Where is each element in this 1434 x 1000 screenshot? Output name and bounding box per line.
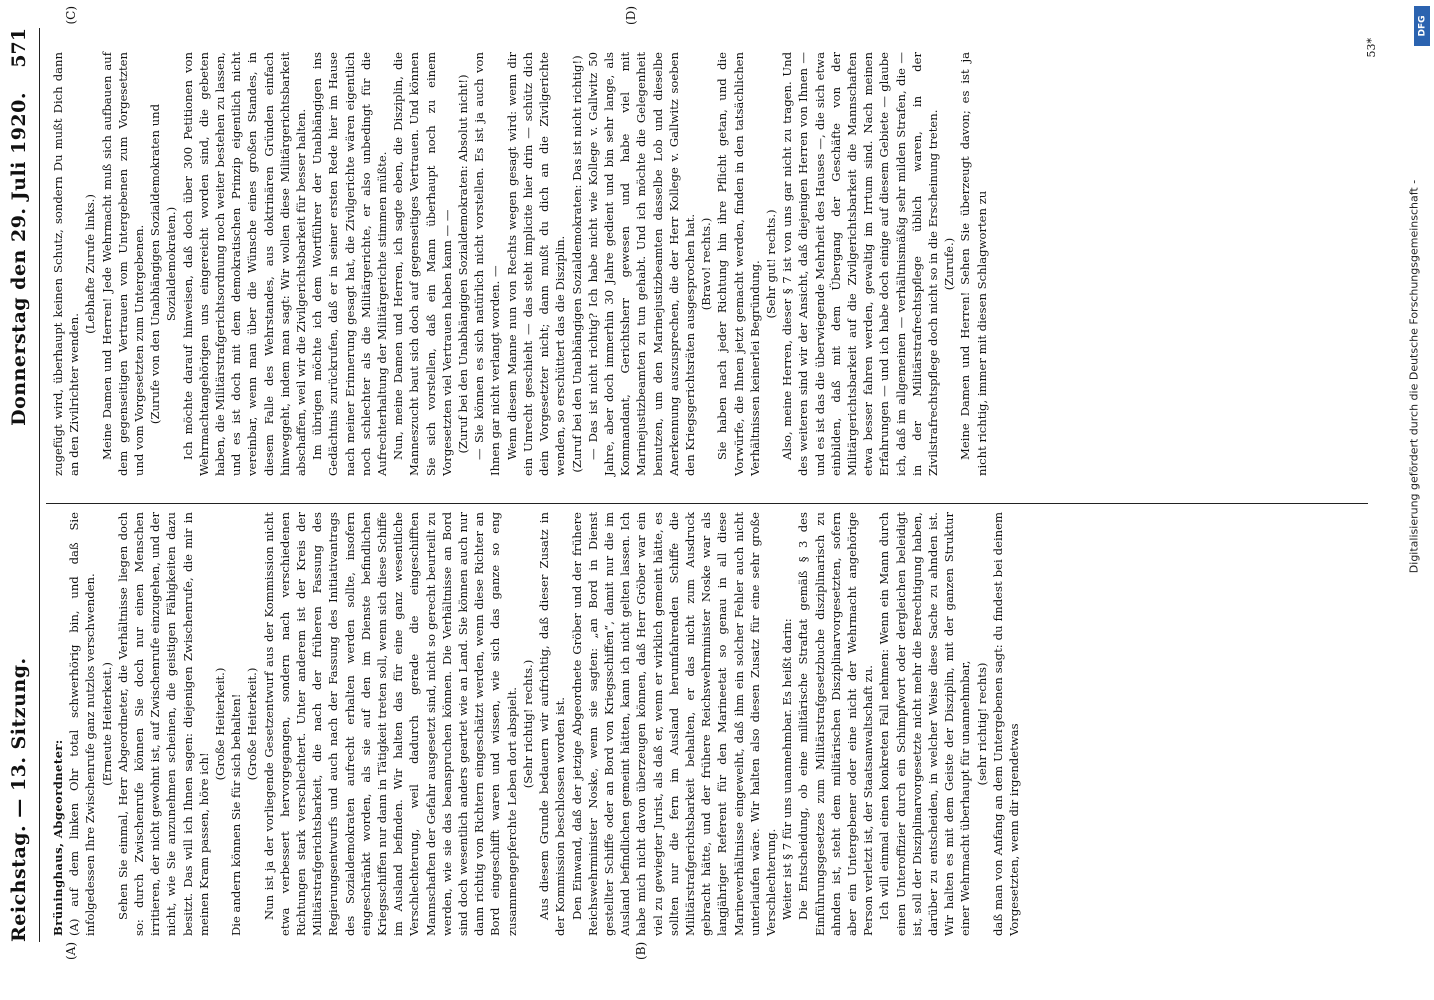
- paragraph: — Sie können es sich natürlich nicht vorstellen. Es ist ja auch von Ihnen gar nicht verlangt worden. —: [472, 52, 503, 476]
- remark: (Zurufe von den Unabhängigen Sozialdemokraten und Sozialdemokraten.): [148, 103, 179, 425]
- remark: (Bravo! rechts.): [699, 217, 714, 311]
- paragraph: Ich will einmal einen konkreten Fall nehmen: Wenn ein Mann durch einen Unteroffizier durch ein Schimpfwort oder dergleichen beleidigt ist, soll der Disziplinarvorgesetzte nicht mehr die Berechtigung haben, darüber zu entscheiden, in welcher Weise diese Sache zu ahnden ist. Wir halten es mit dem Geiste der Disziplin, mit der ganzen Struktur einer Wehrmacht überhaupt für unannehmbar,: [877, 512, 973, 936]
- remark: (Lebhafte Zurufe links.): [83, 194, 98, 334]
- column-right: [50, 52, 990, 476]
- remark: (sehr richtig! rechts): [974, 662, 989, 786]
- remark: (Sehr richtig! rechts.): [520, 659, 535, 789]
- remark: (Sehr gut! rechts.): [763, 209, 778, 319]
- dfg-logo: DFG: [1414, 6, 1430, 46]
- speaker: Brüninghaus, Abgeordneter:: [51, 739, 65, 936]
- paragraph: Nun, meine Damen und Herren, ich sagte eben, die Disziplin, die Manneszucht baut sich doch auf gegenseitiges Vertrauen. Und können Sie sich vorstellen, daß ein Mann überhaupt noch zu einem Vorgesetzten viel Vertrauen haben kann — —: [391, 52, 454, 476]
- column-left: [50, 512, 1022, 936]
- page-number: 571: [8, 28, 30, 68]
- header-date: Donnerstag den 29. Juli 1920.: [8, 92, 30, 426]
- paragraph: Also, meine Herren, dieser § 7 ist von uns gar nicht zu tragen. Und des weiteren sind wir der Ansicht, daß diejenigen Herren von Ihnen — und es ist das die überwiegende Mehrheit des Hauses —, die sich etwa einbilden, daß mit dem Übergang der Geschäfte von der Militärgerichtsbarkeit auf die Zivilgerichtsbarkeit die Mannschaften etwa besser fahren werden, gewaltig im Irrtum sind. Nach meinen Erfahrungen — und ich habe doch einige auf diesem Gebiete — glaube ich, daß im allgemeinen — verhältnismäßig sehr milden Strafen, die — in der Militärstrafrechtspflege üblich waren, in der Zivilstrafrechtspflege doch nicht so in die Erscheinung treten.: [780, 52, 940, 476]
- digitization-note: Digitalisierung gefördert durch die Deutsche Forschungsgemeinschaft -: [1407, 179, 1421, 574]
- margin-mark-c: (C): [64, 6, 78, 25]
- paragraph: Wenn diesem Manne nun von Rechts wegen gesagt wird: wenn dir ein Unrecht geschieht — das steht implicite hier drin — schütz dich dein Vorgesetzter nicht; dann mußt du dich an die Zivilgerichte wenden, so erschüttert das die Disziplin.: [504, 52, 568, 476]
- paragraph: Weiter ist § 7 für uns unannehmbar. Es heißt darin:: [780, 618, 795, 920]
- paragraph: Sie haben nach jeder Richtung hin ihre Pflicht getan, und die Vorwürfe, die Ihnen jetzt gemacht werden, finden in den tatsächlichen Verhältnissen keinerlei Begründung.: [715, 52, 762, 476]
- page-header: [6, 28, 36, 942]
- paragraph: Die andern können Sie für sich behalten!: [229, 693, 244, 936]
- remark: (Zuruf bei den Unabhängigen Sozialdemokraten: Das ist nicht richtig!): [569, 55, 584, 473]
- margin-mark-a: (A): [64, 941, 78, 960]
- paragraph: daß man von Anfang an dem Untergebenen sagt: du findest bei deinem Vorgesetzten, wenn dir irgendetwas: [990, 512, 1021, 936]
- header-rule: [39, 28, 40, 942]
- paragraph: Ich möchte darauf hinweisen, daß doch über 300 Petitionen von Wehrmachtangehörigen uns eingereicht worden sind, die gebeten haben, die Militärstrafgerichtsordnung noch weiter bestehen zu lassen, und es ist doch mit dem demokratischen Prinzip eigentlich nicht vereinbar, wenn man über die Wünsche eines großen Standes, in diesem Falle des Wehrstandes, aus doktrinären Gründen einfach hinweggeht, indem man sagt: Wir wollen diese Militärgerichtsbarkeit abschaffen, weil wir die Zivilgerichtsbarkeit für besser halten.: [180, 52, 309, 476]
- paragraph: Aus diesem Grunde bedauern wir aufrichtig, daß dieser Zusatz in der Kommission beschlossen worden ist.: [537, 512, 568, 936]
- header-left: Reichstag. — 13. Sitzung.: [8, 657, 30, 942]
- remark: (Erneute Heiterkeit.): [99, 662, 114, 786]
- remark: (Große Heiterkeit.): [213, 667, 228, 781]
- remark: (Zuruf bei den Unabhängigen Sozialdemokraten: Absolut nicht!): [456, 74, 471, 454]
- paragraph: — Das ist nicht richtig? Ich habe nicht wie Kollege v. Gallwitz 50 Jahre, aber doch immerhin 30 Jahre gedient und bin sehr lange, als Kommandant, Gerichtsherr gewesen und habe viel mit Marinejustizbeamten zu tun gehabt. Und ich möchte die Gelegenheit benutzen, um den Marinejustizbeamten dasselbe Lob und dieselbe Anerkennung auszusprechen, die der Herr Kollege v. Gallwitz soeben den Kriegsgerichtsräten ausgesprochen hat.: [585, 52, 697, 476]
- paragraph: zugefügt wird, überhaupt keinen Schutz, sondern Du mußt Dich dann an den Zivilrichter wenden.: [51, 52, 82, 476]
- paragraph: Sehen Sie einmal, Herr Abgeordneter, die Verhältnisse liegen doch so: durch Zwischenrufe können Sie doch nur einen Menschen irritieren, der nicht gewohnt ist, auf Zwischenrufe einzugehen, und der nicht, wie Sie anzunehmen scheinen, die geistigen Fähigkeiten dazu besitzt. Das will ich Ihnen sagen: diejenigen Zwischenrufe, die mir in meinen Kram passen, höre ich!: [115, 512, 211, 936]
- paragraph: (A) auf dem linken Ohr total schwerhörig bin, und daß Sie infolgedessen Ihre Zwischenrufe ganz nutzlos verschwenden.: [67, 512, 98, 936]
- paragraph: Den Einwand, daß der jetzige Abgeordnete Gröber und der frühere Reichswehrminister Noske, wenn sie sagten: „an Bord in Dienst gestellter Schiffe oder an Bord von Kriegsschiffen“, damit nur die im Ausland befindlichen gemeint hätten, kann ich nicht gelten lassen. Ich habe mich nicht davon überzeugen können, daß Herr Gröber war ein viel zu gewiegter Jurist, als daß er, wenn er wirklich gemeint hätte, es sollten nur die fern im Ausland herumfahrenden Schiffe die Militärstrafgerichtsbarkeit behalten, er das nicht zum Ausdruck gebracht hätte, und der frühere Reichswehrminister Noske war als langjähriger Referent für den Marineetat so genau in all diese Marineverhältnisse eingeweiht, daß ihm ein solcher Fehler auch nicht unterlaufen wäre. Wir halten also diesen Zusatz für eine sehr große Verschlechterung.: [569, 512, 778, 936]
- footnote-signature: 53*: [1365, 38, 1378, 58]
- paragraph: Meine Damen und Herren! Jede Wehrmacht muß sich aufbauen auf dem gegenseitigen Vertrauen vom Untergebenen zum Vorgesetzten und vom Vorgesetzten zum Untergebenen.: [99, 52, 147, 476]
- margin-mark-d: (D): [624, 6, 638, 25]
- paragraph: Im übrigen möchte ich dem Wortführer der Unabhängigen ins Gedächtnis zurückrufen, daß er in seiner ersten Rede hier im Hause nach meiner Erinnerung gesagt hat, die Zivilgerichte wären eigentlich noch schlechter als die Militärgerichte, er also unbedingt für die Aufrechterhaltung der Militärgerichte stimmen müßte.: [310, 52, 390, 476]
- column-divider: [46, 503, 1368, 504]
- digitization-sidebar: [1404, 0, 1434, 1000]
- document-page: [0, 6, 1386, 994]
- margin-mark-b: (B): [634, 941, 648, 960]
- remark: (Große Heiterkeit.): [245, 667, 260, 781]
- remark: (Zurufe.): [942, 237, 957, 291]
- quote: Die Entscheidung, ob eine militärische Straftat gemäß § 3 des Einführungsgesetzes zum Militärstrafgesetzbuche disziplinarisch zu ahnden ist, steht dem militärischen Disziplinarvorgesetzten, sofern aber ein Untergebener oder eine nicht der Wehrmacht angehörige Person verletzt ist, der Staatsanwaltschaft zu.: [796, 512, 876, 936]
- paragraph: Nun ist ja der vorliegende Gesetzentwurf aus der Kommission nicht etwa verbessert hervorgegangen, sondern nach verschiedenen Richtungen stark verschlechtert. Unter anderem ist der Kreis der Militärstrafgerichtsbarkeit, die nach der früheren Fassung des Regierungsentwurfs und auch nach der Fassung des Initiativantrags des Sozialdemokraten aufrecht erhalten werden sollte, insofern eingeschränkt worden, als sie auf den im Dienste befindlichen Kriegsschiffen nur dann in Tätigkeit treten soll, wenn sich diese Schiffe im Ausland befinden. Wir halten das für eine ganz wesentliche Verschlechterung, weil dadurch gerade die eingeschifften Mannschaften der Gefahr ausgesetzt sind, nicht so gerecht beurteilt zu werden, wie sie das beanspruchen können. Die Verhältnisse an Bord sind doch wesentlich anders geartet wie an Land. Sie können auch nur dann richtig von Richtern eingeschätzt werden, wenn diese Richter an Bord eingeschifft waren und wissen, wie sich das ganze so eng zusammengepferchte Leben dort abspielt.: [261, 512, 519, 936]
- paragraph: Meine Damen und Herren! Sehen Sie überzeugt davon; es ist ja nicht richtig, immer mit diesen Schlagworten zu: [958, 52, 989, 476]
